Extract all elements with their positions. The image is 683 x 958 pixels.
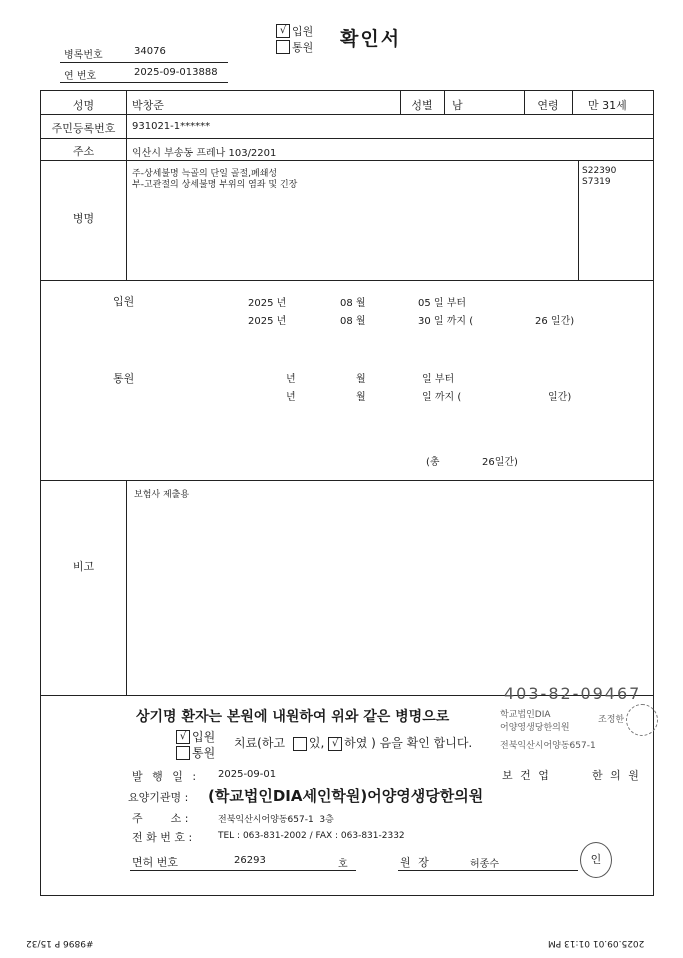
patient-age: 만 31세 [588, 99, 627, 112]
in-start-year: 2025 년 [248, 298, 287, 309]
issue-date: 2025-09-01 [218, 769, 277, 780]
document-title: 확인서 [340, 28, 402, 50]
rrn-label: 주민등록번호 [51, 122, 116, 135]
period-outpatient-label: 통원 [113, 372, 135, 385]
institution-name: (학교법인DIA세인학원)어양영생당한의원 [208, 787, 484, 805]
business-category: 보 건 업 [502, 769, 551, 782]
out-days: 일간) [548, 392, 572, 403]
footer-left: #9896 P 15/32 [26, 938, 94, 948]
check-mark: √ [276, 24, 290, 38]
issuer-address-label: 주 소 : [132, 812, 189, 825]
remarks-label: 비고 [72, 560, 95, 573]
outpatient-label: 통원 [292, 41, 314, 54]
treatment-text-a: 치료(하고 [234, 736, 286, 750]
out-end-day: 일 까지 ( [422, 392, 462, 403]
round-seal-icon [626, 704, 658, 736]
address-label: 주소 [72, 145, 95, 158]
confirm-inpatient-label: 입원 [192, 730, 216, 744]
empty-checkbox [276, 40, 290, 54]
registration-stamp-number: 403-82-09467 [504, 684, 642, 703]
period-inpatient-label: 입원 [113, 295, 135, 308]
out-end-month: 월 [356, 392, 366, 403]
issue-date-label: 발 행 일 : [132, 770, 200, 783]
confirmation-statement: 상기명 환자는 본원에 내원하여 위와 같은 병명으로 [136, 709, 450, 725]
serial-no-label: 연 번호 [64, 71, 97, 82]
confirm-outpatient-label: 통원 [192, 746, 216, 760]
stamp-line-2: 어양영생당한의원 [500, 723, 570, 733]
empty-checkbox [293, 737, 307, 751]
out-month: 월 [356, 374, 366, 385]
in-start-month: 08 월 [340, 298, 366, 309]
record-no-label: 병록번호 [64, 50, 103, 61]
total-open: (총 [426, 457, 440, 468]
patient-gender: 남 [452, 99, 463, 112]
license-label: 면허 번호 [132, 856, 179, 869]
confirm-outpatient [176, 742, 215, 761]
out-end-year: 년 [286, 392, 296, 403]
outpatient-checkbox-header [276, 36, 313, 55]
empty-checkbox [176, 746, 190, 760]
total-days: 26일간) [482, 457, 518, 468]
business-type: 한 의 원 [592, 769, 641, 782]
patient-name: 박창준 [132, 99, 164, 112]
name-label: 성명 [72, 99, 95, 112]
diagnosis-line-2: 부-고관절의 상세불명 부위의 염좌 및 긴장 [132, 180, 298, 190]
diagnosis-label: 병명 [72, 212, 95, 225]
record-no: 34076 [134, 46, 166, 57]
license-suffix: 호 [338, 859, 348, 870]
phone: TEL : 063-831-2002 / FAX : 063-831-2332 [218, 831, 405, 841]
age-label: 연령 [537, 99, 559, 112]
in-start-day: 05 일 부터 [418, 298, 467, 309]
director-seal-icon [580, 842, 612, 878]
issuer-address: 전북익산시어양동657-1 3층 [218, 815, 334, 825]
check-mark: √ [176, 730, 190, 744]
in-end-day: 30 일 까지 ( [418, 316, 474, 327]
patient-address: 익산시 부송동 프레나 103/2201 [132, 148, 277, 159]
serial-no: 2025-09-013888 [134, 67, 218, 78]
in-end-month: 08 월 [340, 316, 366, 327]
gender-label: 성별 [411, 99, 433, 112]
seal-text: 인 [590, 853, 602, 866]
out-start-day: 일 부터 [422, 374, 455, 385]
diagnosis-code-1: S22390 [582, 166, 617, 176]
stamp-line-3: 전북익산시어양동657-1 [500, 741, 596, 751]
treatment-text-b: 있, [308, 736, 325, 750]
patient-rrn: 931021-1****** [132, 121, 211, 132]
diagnosis-line-1: 주-상세불명 늑골의 단일 골절,폐쇄성 [132, 169, 278, 179]
institution-label: 요양기관명 : [128, 791, 189, 804]
footer-right: 2025.09.01 01:13 PM [548, 938, 645, 948]
remarks-text: 보험사 제출용 [134, 490, 190, 500]
license-no: 26293 [234, 855, 266, 866]
inpatient-label: 입원 [292, 25, 314, 38]
director-label: 원 장 [400, 856, 431, 869]
stamp-line-1: 학교법인DIA [500, 710, 551, 720]
treatment-text-c: 하였 ) 음을 확인 합니다. [344, 736, 473, 750]
in-end-year: 2025 년 [248, 316, 287, 327]
check-mark: √ [328, 737, 342, 751]
stamp-name: 조정한 [598, 715, 625, 725]
out-year: 년 [286, 374, 296, 385]
phone-label: 전 화 번 호 : [132, 831, 193, 844]
treatment-line [234, 734, 472, 751]
director-name: 허종수 [470, 859, 499, 870]
diagnosis-code-2: S7319 [582, 177, 611, 187]
in-days: 26 일간) [535, 316, 575, 327]
